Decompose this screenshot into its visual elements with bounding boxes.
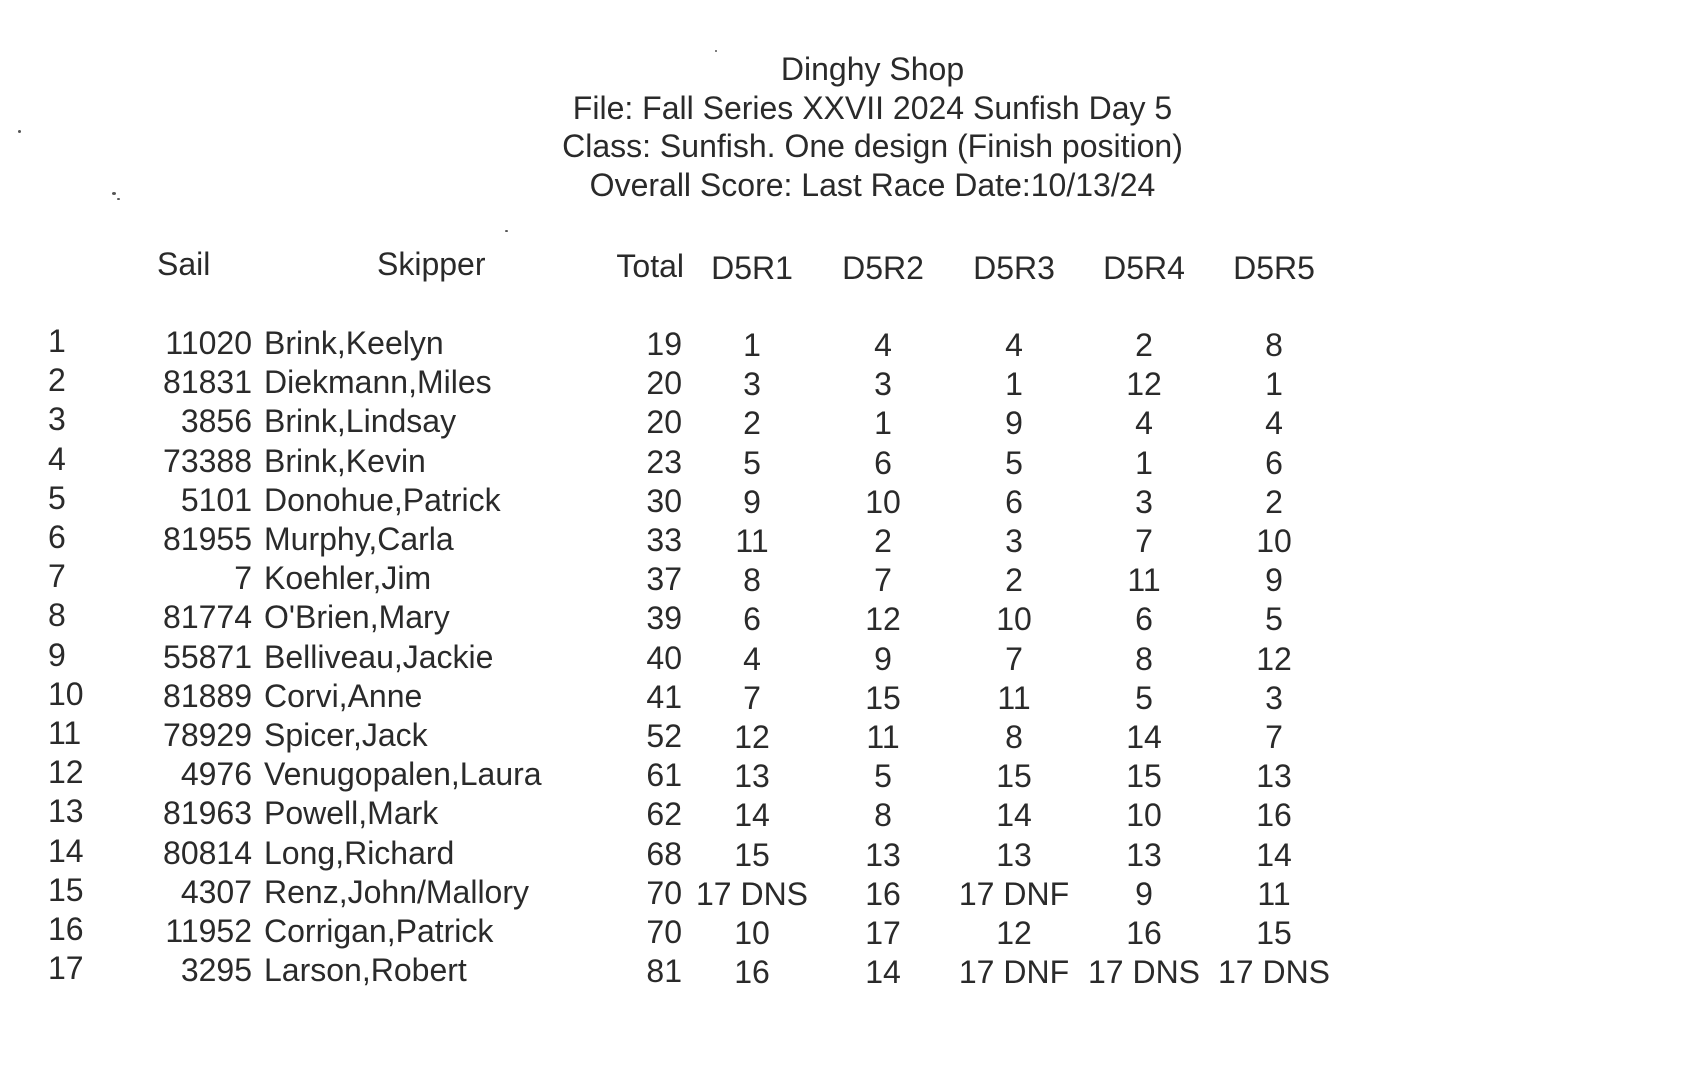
place-cell: 15 [48, 872, 84, 908]
header-line-shop: Dinghy Shop [780, 51, 965, 87]
race-score-cell: 4 [1265, 405, 1283, 441]
total-score-cell: 39 [646, 600, 682, 636]
race-score-cell: 16 [1126, 915, 1162, 951]
scan-speck [117, 198, 120, 200]
column-header-skipper: Skipper [377, 246, 486, 282]
place-cell: 16 [48, 911, 84, 947]
race-score-cell: 7 [1005, 641, 1023, 677]
race-score-cell: 11 [1127, 562, 1161, 598]
place-cell: 7 [48, 558, 66, 594]
column-header-race-4: D5R4 [1103, 250, 1185, 286]
race-score-cell: 5 [1005, 445, 1023, 481]
column-header-total: Total [616, 248, 684, 284]
scan-speck [18, 130, 21, 133]
race-score-cell: 16 [734, 954, 770, 990]
race-score-cell: 9 [874, 641, 892, 677]
race-score-cell: 14 [865, 954, 901, 990]
race-score-cell: 17 DNF [958, 876, 1070, 912]
sail-number-cell: 3295 [180, 952, 252, 988]
total-score-cell: 20 [646, 404, 682, 440]
header-line-score: Overall Score: Last Race Date:10/13/24 [589, 166, 1156, 203]
race-score-cell: 15 [1126, 758, 1162, 794]
sail-number-cell: 73388 [163, 443, 252, 479]
race-score-cell: 3 [874, 366, 892, 402]
race-score-cell: 13 [996, 837, 1032, 873]
skipper-name-cell: Renz,John/Mallory [264, 874, 529, 910]
race-score-cell: 10 [996, 601, 1032, 637]
column-header-race-3: D5R3 [973, 250, 1055, 286]
skipper-name-cell: O'Brien,Mary [264, 599, 450, 635]
race-score-cell: 14 [996, 797, 1032, 833]
race-score-cell: 4 [1005, 327, 1023, 363]
race-score-cell: 2 [1135, 327, 1153, 363]
race-score-cell: 13 [1256, 758, 1292, 794]
skipper-name-cell: Koehler,Jim [264, 560, 432, 596]
place-cell: 3 [48, 401, 66, 437]
place-cell: 2 [48, 362, 66, 398]
total-score-cell: 19 [646, 326, 682, 362]
place-cell: 1 [48, 323, 66, 359]
race-score-cell: 7 [1135, 523, 1153, 559]
race-score-cell: 12 [734, 719, 770, 755]
sail-number-cell: 4307 [180, 874, 252, 910]
race-score-cell: 2 [874, 523, 892, 559]
sail-number-cell: 81963 [163, 795, 252, 831]
race-score-cell: 15 [1256, 915, 1292, 951]
total-score-cell: 30 [646, 483, 682, 519]
race-score-cell: 1 [743, 327, 761, 363]
race-score-cell: 5 [1135, 680, 1153, 716]
skipper-name-cell: Corvi,Anne [264, 678, 423, 714]
header-line-class: Class: Sunfish. One design (Finish position) [562, 128, 1183, 164]
sail-number-cell: 5101 [180, 482, 252, 518]
column-header-race-1: D5R1 [711, 250, 793, 286]
place-cell: 5 [48, 480, 66, 516]
race-score-cell: 13 [734, 758, 770, 794]
total-score-cell: 70 [646, 875, 682, 911]
total-score-cell: 33 [646, 522, 682, 558]
skipper-name-cell: Belliveau,Jackie [264, 639, 494, 675]
race-score-cell: 8 [1135, 641, 1153, 677]
column-header-race-2: D5R2 [842, 250, 924, 286]
race-score-cell: 1 [874, 405, 892, 441]
race-score-cell: 6 [1005, 484, 1023, 520]
race-score-cell: 5 [743, 445, 761, 481]
race-score-cell: 7 [1265, 719, 1283, 755]
race-score-cell: 7 [874, 562, 892, 598]
race-score-cell: 11 [866, 719, 900, 755]
sail-number-cell: 81889 [163, 678, 252, 714]
race-score-cell: 10 [1126, 797, 1162, 833]
race-score-cell: 13 [1126, 837, 1162, 873]
total-score-cell: 37 [646, 561, 682, 597]
place-cell: 4 [48, 441, 66, 477]
skipper-name-cell: Donohue,Patrick [264, 482, 501, 518]
race-score-cell: 11 [997, 680, 1031, 716]
total-score-cell: 68 [646, 836, 682, 872]
race-score-cell: 3 [1265, 680, 1283, 716]
place-cell: 9 [48, 637, 66, 673]
skipper-name-cell: Spicer,Jack [264, 717, 428, 753]
race-score-cell: 13 [865, 837, 901, 873]
race-score-cell: 9 [1005, 405, 1023, 441]
race-score-cell: 2 [1005, 562, 1023, 598]
race-score-cell: 17 [865, 915, 901, 951]
sail-number-cell: 81955 [163, 521, 252, 557]
race-score-cell: 10 [1256, 523, 1292, 559]
place-cell: 8 [48, 597, 66, 633]
skipper-name-cell: Murphy,Carla [264, 521, 454, 557]
skipper-name-cell: Long,Richard [264, 835, 455, 871]
race-score-cell: 1 [1265, 366, 1283, 402]
place-cell: 6 [48, 519, 66, 555]
race-score-cell: 8 [743, 562, 761, 598]
sail-number-cell: 55871 [163, 639, 252, 675]
race-score-cell: 17 DNF [958, 954, 1070, 990]
total-score-cell: 81 [646, 953, 682, 989]
race-score-cell: 16 [865, 876, 901, 912]
skipper-name-cell: Venugopalen,Laura [264, 756, 542, 792]
skipper-name-cell: Corrigan,Patrick [264, 913, 494, 949]
sail-number-cell: 81831 [163, 364, 252, 400]
skipper-name-cell: Brink,Keelyn [264, 325, 444, 361]
race-score-cell: 12 [1126, 366, 1162, 402]
sail-number-cell: 4976 [180, 756, 252, 792]
sail-number-cell: 11952 [165, 913, 252, 949]
race-score-cell: 6 [1265, 445, 1283, 481]
race-score-cell: 14 [734, 797, 770, 833]
race-score-cell: 1 [1135, 445, 1153, 481]
place-cell: 17 [48, 950, 84, 986]
total-score-cell: 40 [646, 640, 682, 676]
race-score-cell: 11 [735, 523, 769, 559]
skipper-name-cell: Brink,Kevin [264, 443, 426, 479]
column-header-sail: Sail [157, 246, 211, 282]
race-score-cell: 12 [1256, 641, 1292, 677]
sail-number-cell: 11020 [165, 325, 252, 361]
race-score-cell: 12 [865, 601, 901, 637]
race-score-cell: 1 [1005, 366, 1023, 402]
race-score-cell: 8 [1005, 719, 1023, 755]
race-score-cell: 2 [1265, 484, 1283, 520]
total-score-cell: 52 [646, 718, 682, 754]
race-score-cell: 17 DNS [1087, 954, 1201, 990]
race-score-cell: 8 [1265, 327, 1283, 363]
race-score-cell: 17 DNS [1217, 954, 1331, 990]
sail-number-cell: 80814 [163, 835, 252, 871]
skipper-name-cell: Brink,Lindsay [264, 403, 457, 439]
total-score-cell: 70 [646, 914, 682, 950]
race-score-cell: 2 [743, 405, 761, 441]
sail-number-cell: 78929 [163, 717, 252, 753]
race-score-cell: 5 [874, 758, 892, 794]
sail-number-cell: 3856 [180, 403, 252, 439]
race-score-cell: 6 [1135, 601, 1153, 637]
scan-speck [112, 192, 116, 195]
race-score-cell: 15 [865, 680, 901, 716]
scan-speck [505, 230, 508, 232]
total-score-cell: 23 [646, 444, 682, 480]
race-score-cell: 11 [1257, 876, 1291, 912]
skipper-name-cell: Larson,Robert [264, 952, 467, 988]
total-score-cell: 41 [646, 679, 682, 715]
race-score-cell: 9 [743, 484, 761, 520]
race-score-cell: 9 [1135, 876, 1153, 912]
race-score-cell: 3 [743, 366, 761, 402]
column-header-race-5: D5R5 [1233, 250, 1315, 286]
sail-number-cell: 81774 [163, 599, 252, 635]
race-score-cell: 15 [734, 837, 770, 873]
place-cell: 13 [48, 793, 84, 829]
total-score-cell: 61 [646, 757, 682, 793]
place-cell: 10 [48, 676, 84, 712]
race-score-cell: 5 [1265, 601, 1283, 637]
place-cell: 12 [48, 754, 84, 790]
race-score-cell: 4 [1135, 405, 1153, 441]
race-score-cell: 7 [743, 680, 761, 716]
race-score-cell: 15 [996, 758, 1032, 794]
race-score-cell: 8 [874, 797, 892, 833]
place-cell: 11 [48, 715, 82, 751]
race-score-cell: 17 DNS [695, 876, 809, 912]
skipper-name-cell: Diekmann,Miles [264, 364, 492, 400]
race-score-cell: 6 [743, 601, 761, 637]
race-score-cell: 6 [874, 445, 892, 481]
race-score-cell: 4 [743, 641, 761, 677]
race-score-cell: 16 [1256, 797, 1292, 833]
race-score-cell: 14 [1126, 719, 1162, 755]
total-score-cell: 20 [646, 365, 682, 401]
header-line-file: File: Fall Series XXVII 2024 Sunfish Day 5 [572, 89, 1173, 126]
race-score-cell: 9 [1265, 562, 1283, 598]
race-score-cell: 14 [1256, 837, 1292, 873]
race-score-cell: 4 [874, 327, 892, 363]
race-score-cell: 10 [734, 915, 770, 951]
race-score-cell: 10 [865, 484, 901, 520]
scan-speck [715, 50, 717, 52]
race-score-cell: 3 [1005, 523, 1023, 559]
race-score-cell: 12 [996, 915, 1032, 951]
sail-number-cell: 7 [234, 560, 252, 596]
place-cell: 14 [48, 833, 84, 869]
total-score-cell: 62 [646, 796, 682, 832]
race-score-cell: 3 [1135, 484, 1153, 520]
skipper-name-cell: Powell,Mark [264, 795, 439, 831]
